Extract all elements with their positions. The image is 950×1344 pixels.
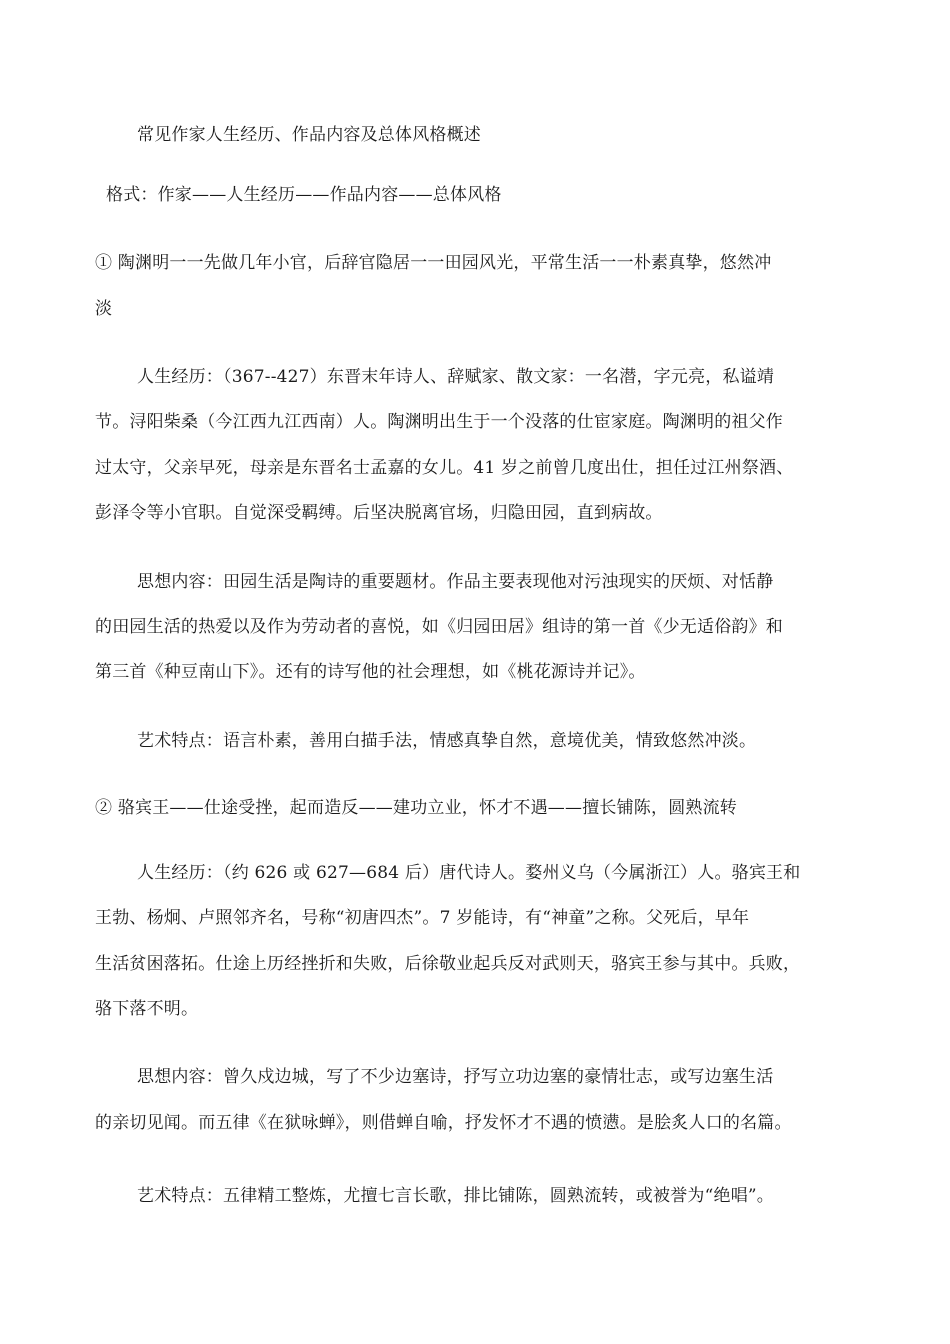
life-paragraph-line: 王勃、杨炯、卢照邻齐名，号称“初唐四杰”。7 岁能诗，有“神童”之称。父死后，早年 xyxy=(95,908,750,928)
format-line: 格式：作家——人生经历——作品内容——总体风格 xyxy=(106,185,502,205)
content-paragraph-line: 的亲切见闻。而五律《在狱咏蝉》，则借蝉自喻，抒发怀才不遇的愤懑。是脍炙人口的名篇。 xyxy=(95,1113,792,1133)
section-heading: ② 骆宾王——仕途受挫，起而造反——建功立业，怀才不遇——擅长铺陈，圆熟流转 xyxy=(95,798,738,818)
life-paragraph-line: 节。浔阳柴桑（今江西九江西南）人。陶渊明出生于一个没落的仕宦家庭。陶渊明的祖父作 xyxy=(95,412,783,432)
content-paragraph-line: 思想内容：曾久戍边城，写了不少边塞诗，抒写立功边塞的豪情壮志，或写边塞生活 xyxy=(137,1067,774,1087)
life-paragraph-line: 人生经历：（约 626 或 627—684 后）唐代诗人。婺州义乌（今属浙江）人。骆宾王和 xyxy=(137,863,801,883)
content-paragraph-line: 第三首《种豆南山下》。还有的诗写他的社会理想，如《桃花源诗并记》。 xyxy=(95,662,646,682)
content-paragraph-line: 的田园生活的热爱以及作为劳动者的喜悦，如《归园田居》组诗的第一首《少无适俗韵》和 xyxy=(95,617,783,637)
life-paragraph-line: 生活贫困落拓。仕途上历经挫折和失败，后徐敬业起兵反对武则天，骆宾王参与其中。兵败， xyxy=(95,954,801,974)
section-heading: ① 陶渊明一一先做几年小官，后辞官隐居一一田园风光，平常生活一一朴素真挚，悠然冲 xyxy=(95,253,772,273)
life-paragraph-line: 人生经历：（367--427）东晋末年诗人、辞赋家、散文家：一名潜，字元亮，私谥靖 xyxy=(137,367,775,387)
art-paragraph-line: 艺术特点：五律精工整炼，尤擅七言长歌，排比铺陈，圆熟流转，或被誉为“绝唱”。 xyxy=(137,1186,774,1206)
art-paragraph-line: 艺术特点：语言朴素，善用白描手法，情感真挚自然，意境优美，情致悠然冲淡。 xyxy=(137,731,757,751)
content-paragraph-line: 思想内容：田园生活是陶诗的重要题材。作品主要表现他对污浊现实的厌烦、对恬静 xyxy=(137,572,774,592)
life-paragraph-line: 骆下落不明。 xyxy=(95,999,199,1019)
section-heading-continued: 淡 xyxy=(95,299,113,319)
document-title: 常见作家人生经历、作品内容及总体风格概述 xyxy=(137,125,481,145)
life-paragraph-line: 彭泽令等小官职。自觉深受羁缚。后坚决脱离官场，归隐田园，直到病故。 xyxy=(95,503,663,523)
life-paragraph-line: 过太守，父亲早死，母亲是东晋名士孟嘉的女儿。41 岁之前曾几度出仕，担任过江州祭酒、 xyxy=(95,458,794,478)
